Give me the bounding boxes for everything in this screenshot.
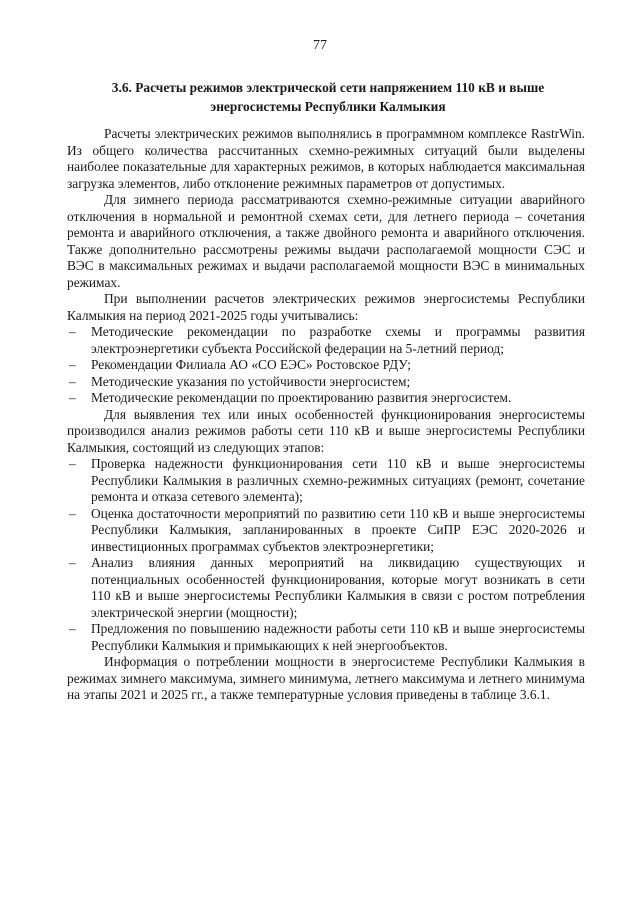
list-item [67, 357, 585, 374]
list-item-text: Предложения по повышению надежности работы сети 110 кВ и выше энергосистемы Республики Калмыкия и примыкающих к ней энергообъектов. [91, 621, 585, 653]
section-body [67, 126, 585, 704]
list-item-text: Рекомендации Филиала АО «СО ЕЭС» Ростовское РДУ; [91, 357, 411, 372]
list-item [67, 390, 585, 407]
list-item [67, 506, 585, 556]
list-item [67, 324, 585, 357]
page-number: 77 [313, 38, 327, 53]
dash-bullet: – [69, 621, 76, 636]
list-item-text: Методические рекомендации по проектированию развития энергосистем. [91, 390, 512, 405]
dash-bullet: – [69, 505, 76, 521]
list-item-text: Анализ влияния данных мероприятий на ликвидацию существующих и потенциальных особенностей функционирования, которые могут возникать в сети 110 кВ и выше энергосистемы Республики Калмыкия в связи с ростом потребления электрической энергии (мощности); [91, 555, 585, 620]
dash-bullet: – [69, 390, 76, 405]
list-item [67, 621, 585, 654]
dash-bullet: – [69, 555, 76, 570]
considered-documents-list [67, 324, 585, 407]
paragraph-analysis: Для выявления тех или иных особенностей функционирования энергосистемы производился анализ режимов работы сети 110 кВ и выше энергосистемы Республики Калмыкия, состоящий из следующих этапов: [67, 406, 585, 455]
paragraph-considered: При выполнении расчетов электрических режимов энергосистемы Республики Калмыкия на период 2021-2025 годы учитывались: [67, 291, 585, 323]
list-item-text: Методические рекомендации по разработке схемы и программы развития электроэнергетики субъекта Российской федерации на 5-летний период; [91, 324, 585, 356]
list-item-text: Методические указания по устойчивости энергосистем; [91, 373, 411, 389]
analysis-stages-list [67, 456, 585, 654]
section-title: 3.6. Расчеты режимов электрической сети напряжением 110 кВ и выше энергосистемы Республики Калмыкия [111, 80, 545, 114]
list-item-text: Оценка достаточности мероприятий по развитию сети 110 кВ и выше энергосистемы Республики Калмыкия, запланированных в проекте СиПР ЕЭС 2020-2026 и инвестиционных программах субъектов электроэнергетики; [91, 505, 585, 554]
dash-bullet: – [69, 357, 76, 372]
dash-bullet: – [69, 456, 76, 471]
list-item [67, 374, 585, 391]
dash-bullet: – [69, 373, 76, 389]
list-item [67, 555, 585, 621]
list-item [67, 456, 585, 506]
paragraph-intro: Расчеты электрических режимов выполнялись в программном комплексе RastrWin. Из общего количества рассчитанных схемно-режимных ситуаций были выделены наиболее показательные для характерных режимов, в которых наблюдается максимальная загрузка элементов, либо отклонение режимных параметров от допустимых. [67, 126, 585, 191]
paragraph-table-reference: Информация о потреблении мощности в энергосистеме Республики Калмыкия в режимах зимнего максимума, зимнего минимума, летнего максимума и летнего минимума на этапы 2021 и 2025 гг., а также температурные условия приведены в таблице 3.6.1. [67, 654, 585, 702]
paragraph-periods: Для зимнего периода рассматриваются схемно-режимные ситуации аварийного отключения в нормальной и ремонтной схемах сети, для летнего периода – сочетания ремонта и аварийного отключения, а также двойного ремонта и аварийного отключения. Также дополнительно рассмотрены режимы выдачи располагаемой мощности СЭС и ВЭС в максимальных режимах и выдачи располагаемой мощности ВЭС в минимальных режимах. [67, 192, 585, 290]
dash-bullet: – [69, 324, 76, 339]
list-item-text: Проверка надежности функционирования сети 110 кВ и выше энергосистемы Республики Калмыкия в различных схемно-режимных ситуациях (ремонт, сочетание ремонта и отказа сетевого элемента); [91, 456, 585, 504]
